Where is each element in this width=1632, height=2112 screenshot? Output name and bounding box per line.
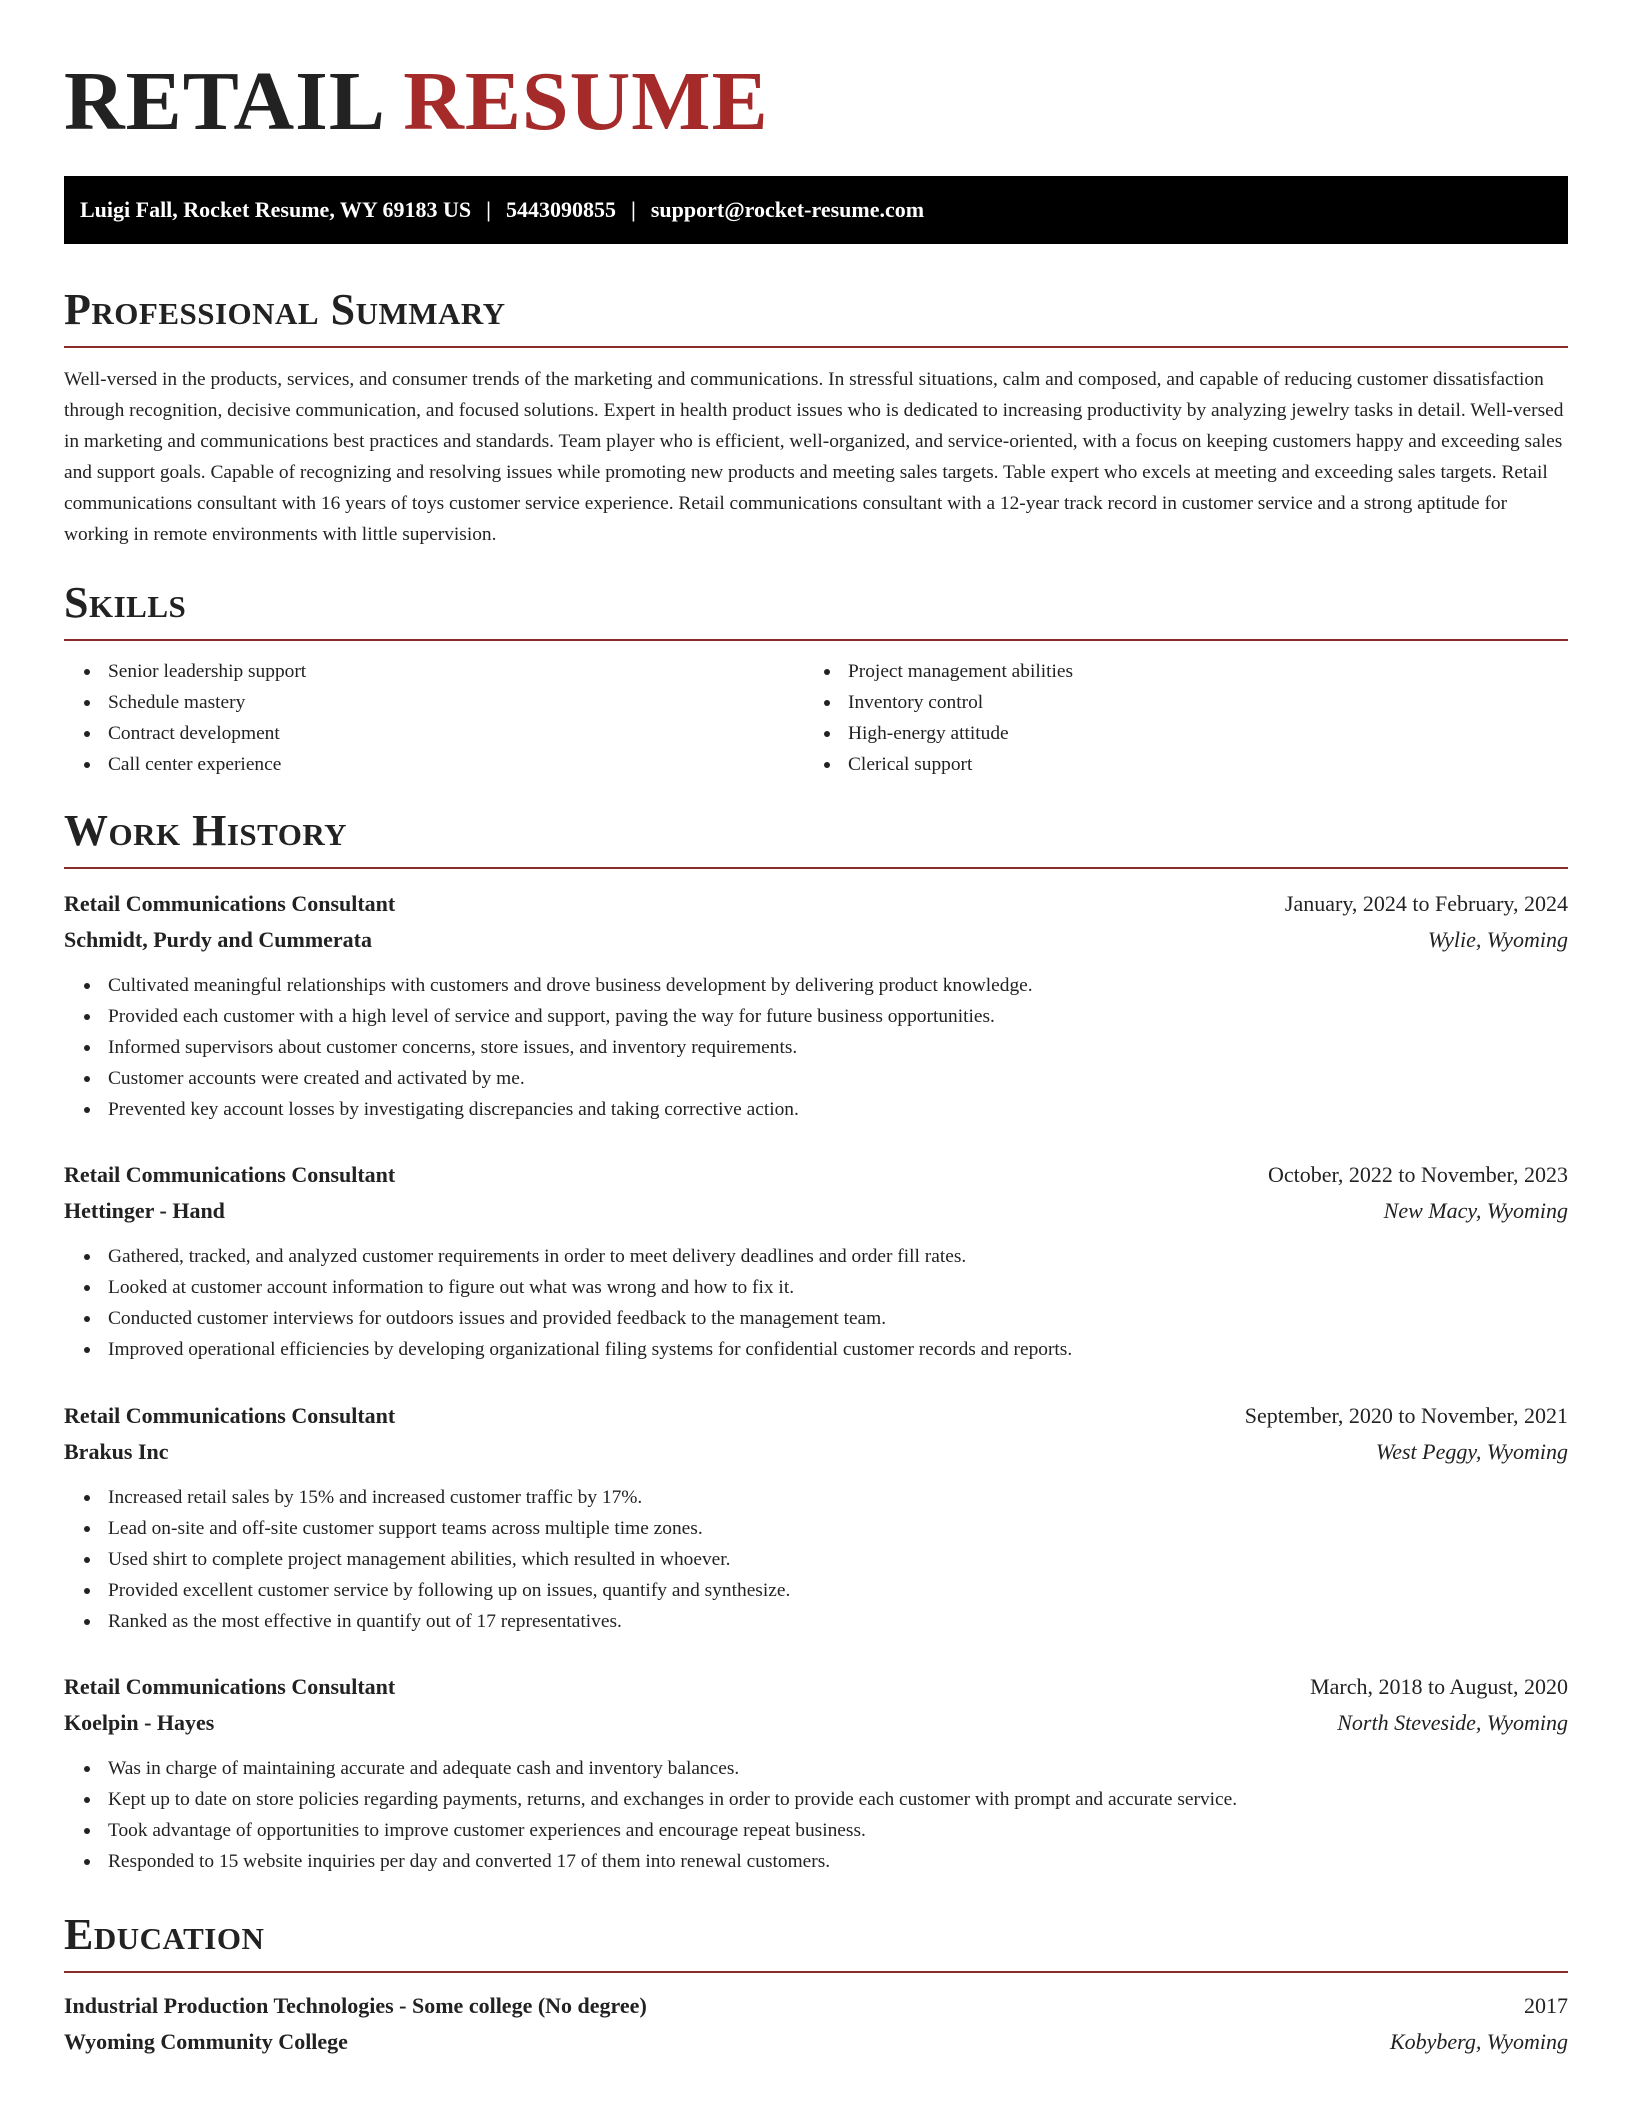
- title-word-resume: RESUME: [403, 55, 769, 148]
- job-dates: January, 2024 to February, 2024: [1284, 891, 1568, 916]
- education-heading: Education: [64, 1910, 265, 1959]
- contact-phone: 5443090855: [505, 197, 616, 222]
- skill-item: Schedule mastery: [64, 687, 306, 718]
- summary-text: Well-versed in the products, services, and consumer trends of the marketing and communications. In stressful situations, calm and composed, and capable of reducing customer dissatisfaction through recognition, decisive communication, and focused solutions. Expert in health product issues who is dedicated to increasing productivity by analyzing jewelry tasks in detail. Well-versed in marketing and communications best practices and standards. Team player who is efficient, well-organized, and service-oriented, with a focus on keeping customers happy and exceeding sales and support goals. Capable of recognizing and resolving issues while promoting new products and meeting sales targets. Table expert who excels at meeting and exceeding sales targets. Retail communications consultant with 16 years of toys customer service experience. Retail communications consultant with a 12-year track record in customer service and a strong aptitude for working in remote environments with little supervision.: [64, 369, 1564, 545]
- job-location: Wylie, Wyoming: [1427, 927, 1568, 952]
- job-title: Retail Communications Consultant: [64, 1162, 396, 1187]
- skills-heading: Skills: [64, 578, 187, 627]
- job-company: Schmidt, Purdy and Cummerata: [64, 927, 373, 952]
- job-dates: September, 2020 to November, 2021: [1244, 1403, 1568, 1428]
- job-entry: [64, 1669, 1568, 1877]
- job-bullet: Took advantage of opportunities to improve customer experiences and encourage repeat business.: [64, 1815, 1568, 1846]
- job-bullet: Prevented key account losses by investigating discrepancies and taking corrective action.: [64, 1094, 1568, 1125]
- contact-separator: |: [486, 197, 491, 222]
- job-title: Retail Communications Consultant: [64, 1674, 396, 1699]
- job-bullets: [64, 1482, 1568, 1637]
- section-divider: [64, 639, 1568, 641]
- section-divider: [64, 1971, 1568, 1973]
- education-school: Wyoming Community College: [64, 2029, 348, 2054]
- contact-bar: [64, 176, 1568, 244]
- job-title: Retail Communications Consultant: [64, 891, 396, 916]
- skill-item: High-energy attitude: [804, 718, 1073, 749]
- summary-heading: Professional Summary: [64, 285, 506, 334]
- job-title: Retail Communications Consultant: [64, 1403, 396, 1428]
- skill-item: Project management abilities: [804, 656, 1073, 687]
- contact-separator: |: [630, 197, 636, 222]
- job-location: West Peggy, Wyoming: [1375, 1439, 1568, 1464]
- job-bullet: Provided each customer with a high level of service and support, paving the way for future business opportunities.: [64, 1001, 1568, 1032]
- job-company: Koelpin - Hayes: [64, 1710, 215, 1735]
- job-bullet: Conducted customer interviews for outdoors issues and provided feedback to the management team.: [64, 1303, 1568, 1334]
- title-word-retail: RETAIL: [64, 55, 382, 148]
- resume-title: [64, 0, 1568, 148]
- resume-page: [64, 0, 1568, 2054]
- skills-column-1: [64, 656, 306, 780]
- job-bullet: Provided excellent customer service by following up on issues, quantify and synthesize.: [64, 1575, 1568, 1606]
- job-bullets: [64, 970, 1568, 1125]
- job-bullets: [64, 1241, 1568, 1365]
- job-bullet: Responded to 15 website inquiries per day and converted 17 of them into renewal customers.: [64, 1846, 1568, 1877]
- job-company: Brakus Inc: [64, 1439, 169, 1464]
- job-bullet: Gathered, tracked, and analyzed customer requirements in order to meet delivery deadlines and order fill rates.: [64, 1241, 1568, 1272]
- skills-column-2: [804, 656, 1073, 780]
- skill-item: Clerical support: [804, 749, 1073, 780]
- job-bullet: Cultivated meaningful relationships with customers and drove business development by delivering product knowledge.: [64, 970, 1568, 1001]
- job-bullet: Kept up to date on store policies regarding payments, returns, and exchanges in order to provide each customer with prompt and accurate service.: [64, 1784, 1568, 1815]
- job-bullet: Informed supervisors about customer concerns, store issues, and inventory requirements.: [64, 1032, 1568, 1063]
- job-bullet: Used shirt to complete project management abilities, which resulted in whoever.: [64, 1544, 1568, 1575]
- section-divider: [64, 346, 1568, 348]
- job-dates: October, 2022 to November, 2023: [1267, 1162, 1568, 1187]
- contact-address: Luigi Fall, Rocket Resume, WY 69183 US: [80, 197, 472, 222]
- section-divider: [64, 867, 1568, 869]
- job-bullet: Customer accounts were created and activated by me.: [64, 1063, 1568, 1094]
- education-location: Kobyberg, Wyoming: [1389, 2029, 1568, 2054]
- job-bullet: Ranked as the most effective in quantify out of 17 representatives.: [64, 1606, 1568, 1637]
- education-year: 2017: [1524, 1993, 1568, 2018]
- education-entry: [64, 1988, 1568, 2060]
- skill-item: Call center experience: [64, 749, 306, 780]
- job-entry: [64, 1157, 1568, 1365]
- job-location: New Macy, Wyoming: [1383, 1198, 1568, 1223]
- job-bullet: Improved operational efficiencies by developing organizational filing systems for confidential customer records and reports.: [64, 1334, 1568, 1365]
- job-bullet: Increased retail sales by 15% and increased customer traffic by 17%.: [64, 1482, 1568, 1513]
- skill-item: Inventory control: [804, 687, 1073, 718]
- job-bullet: Was in charge of maintaining accurate and adequate cash and inventory balances.: [64, 1753, 1568, 1784]
- contact-email: support@rocket-resume.com: [650, 197, 925, 222]
- job-entry: [64, 886, 1568, 1125]
- job-bullet: Lead on-site and off-site customer support teams across multiple time zones.: [64, 1513, 1568, 1544]
- job-bullets: [64, 1753, 1568, 1877]
- work-history-heading: Work History: [64, 806, 348, 855]
- job-dates: March, 2018 to August, 2020: [1310, 1674, 1568, 1699]
- job-location: North Steveside, Wyoming: [1337, 1710, 1568, 1735]
- job-entry: [64, 1398, 1568, 1637]
- education-degree: Industrial Production Technologies - Some college (No degree): [64, 1993, 647, 2018]
- skill-item: Senior leadership support: [64, 656, 306, 687]
- job-company: Hettinger - Hand: [64, 1198, 225, 1223]
- skill-item: Contract development: [64, 718, 306, 749]
- job-bullet: Looked at customer account information to figure out what was wrong and how to fix it.: [64, 1272, 1568, 1303]
